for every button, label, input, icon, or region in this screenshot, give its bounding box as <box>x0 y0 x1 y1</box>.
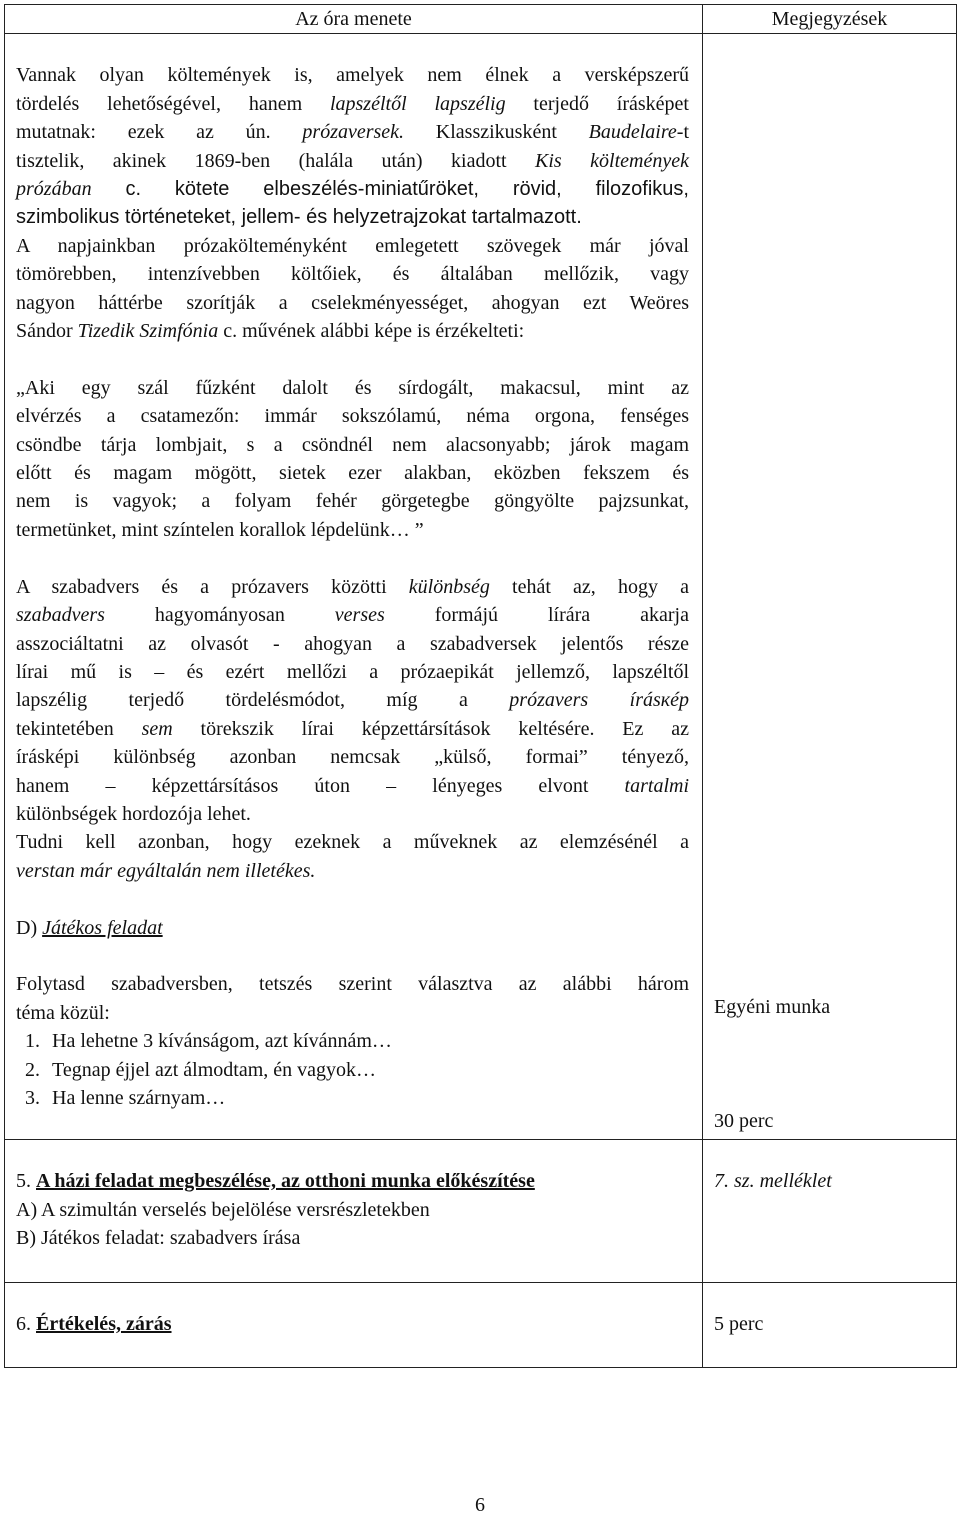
header-notes: Megjegyzések <box>703 5 957 34</box>
text-line: Sándor Tizedik Szimfónia c. művének alábbi képe is érzékelteti: <box>16 320 525 343</box>
text-line: tekintetében sem törekszik lírai képzettársítások keltésére. Ez az <box>16 717 689 740</box>
table-row-section-5 <box>5 1140 957 1283</box>
note-duration-30: 30 perc <box>714 1109 774 1132</box>
paragraph-free-verse-vs-prose <box>16 573 689 885</box>
section-5-item-b: B) Játékos feladat: szabadvers írása <box>16 1227 301 1250</box>
text-line: előtt és magam mögött, sietek ezer alakban, eközben fekszem és <box>16 462 689 485</box>
page-number: 6 <box>475 1494 485 1516</box>
text-line: lírai mű is – és ezért mellőzi a prózaepikát jellemző, lapszéltől <box>16 660 689 683</box>
text-line: nem is vagyok; a folyam fehér görgetegbe göngyölte pajzsunkat, <box>16 490 689 513</box>
text-line: tisztelik, akinek 1869-ben (halála után) kiadott Kis költemények <box>16 149 689 172</box>
section-d-heading: D) Játékos feladat <box>16 916 163 939</box>
table-header-row <box>5 5 957 34</box>
section-5-heading: 5. A házi feladat megbeszélése, az otthoni munka előkészítése <box>16 1170 535 1193</box>
text-line: verstan már egyáltalán nem illetékes. <box>16 859 316 882</box>
text-line: tördelés lehetőségével, hanem lapszéltől lapszélig terjedő írásképet <box>16 92 689 115</box>
text-line: elvérzés a csatamezőn: immár sokszólamú, néma orgona, fenséges <box>16 405 689 428</box>
lesson-plan-table <box>4 4 957 1368</box>
text-line: nagyon háttérbe szorítják a cselekményességet, ahogyan ezt Weöres <box>16 291 689 314</box>
text-line: mutatnak: ezek az ún. prózaversek. Klasszikusként Baudelaire-t <box>16 121 689 144</box>
text-line: szimbolikus történeteket, jellem- és helyzetrajzokat tartalmazott. <box>16 206 582 229</box>
text-line: prózában c. kötete elbeszélés-miniatűröket, rövid, filozofikus, <box>16 178 689 201</box>
text-line: szabadvers hagyományosan verses formájú lírára akarja <box>16 604 689 627</box>
text-line: csöndbe tárja lombjait, s a csöndnél nem alacsonyabb; járok magam <box>16 433 689 456</box>
text-line: A napjainkban prózakölteményként emlegetett szövegek már jóval <box>16 234 689 257</box>
table-row-section-6 <box>5 1283 957 1368</box>
text-line: termetünket, mint színtelen korallok lépdelünk… ” <box>16 518 424 541</box>
section-5-cell <box>5 1140 703 1283</box>
section-6-cell <box>5 1283 703 1368</box>
text-line: asszociáltatni az olvasót - ahogyan a szabadversek jelentős része <box>16 632 689 655</box>
section-6-heading: 6. Értékelés, zárás <box>16 1313 172 1336</box>
section-5-item-a: A) A szimultán verselés bejelölése versrészletekben <box>16 1198 430 1221</box>
text-line: írásképi különbség azonban nemcsak „külső, formai” tényező, <box>16 746 689 769</box>
note-duration-5: 5 perc <box>714 1313 764 1336</box>
text-line: „Aki egy szál fűzként dalolt és sírdogált, makacsul, mint az <box>16 376 689 399</box>
section-5-notes-cell <box>703 1140 957 1283</box>
lesson-flow-cell <box>5 34 703 1140</box>
text-line: lapszélig terjedő tördelésmódot, míg a prózavers írásкép <box>16 689 689 712</box>
text-line: tömörebben, intenzívebben költőiek, és általában mellőzik, vagy <box>16 263 689 286</box>
notes-cell <box>703 34 957 1140</box>
header-lesson-flow: Az óra menete <box>5 5 703 34</box>
list-item: 2. Tegnap éjjel azt álmodtam, én vagyok… <box>25 1058 377 1081</box>
text-line: Vannak olyan költemények is, amelyek nem élnek a versképszerű <box>16 64 689 87</box>
list-item: 3. Ha lenne szárnyam… <box>25 1086 226 1109</box>
task-instructions <box>16 970 689 1112</box>
text-line: A szabadvers és a prózavers közötti különbség tehát az, hogy a <box>16 575 689 598</box>
paragraph-modern-prose-poems <box>16 232 689 346</box>
quote-weores <box>16 374 689 544</box>
table-row-main-content <box>5 34 957 1140</box>
text-line: téma közül: <box>16 1001 110 1024</box>
paragraph-prose-poems <box>16 61 689 231</box>
text-line: hanem – képzettársításos úton – lényeges elvont tartalmi <box>16 774 689 797</box>
topic-list <box>16 1027 689 1112</box>
note-individual-work: Egyéni munka <box>714 996 831 1019</box>
text-line: különbségek hordozója lehet. <box>16 802 251 825</box>
text-line: Tudni kell azonban, hogy ezeknek a műveknek az elemzésénél a <box>16 831 689 854</box>
section-6-notes-cell <box>703 1283 957 1368</box>
text-line: Folytasd szabadversben, tetszés szerint választva az alábbi három <box>16 973 689 996</box>
note-appendix: 7. sz. melléklet <box>714 1170 832 1193</box>
list-item: 1. Ha lehetne 3 kívánságom, azt kívánnám… <box>25 1030 392 1053</box>
